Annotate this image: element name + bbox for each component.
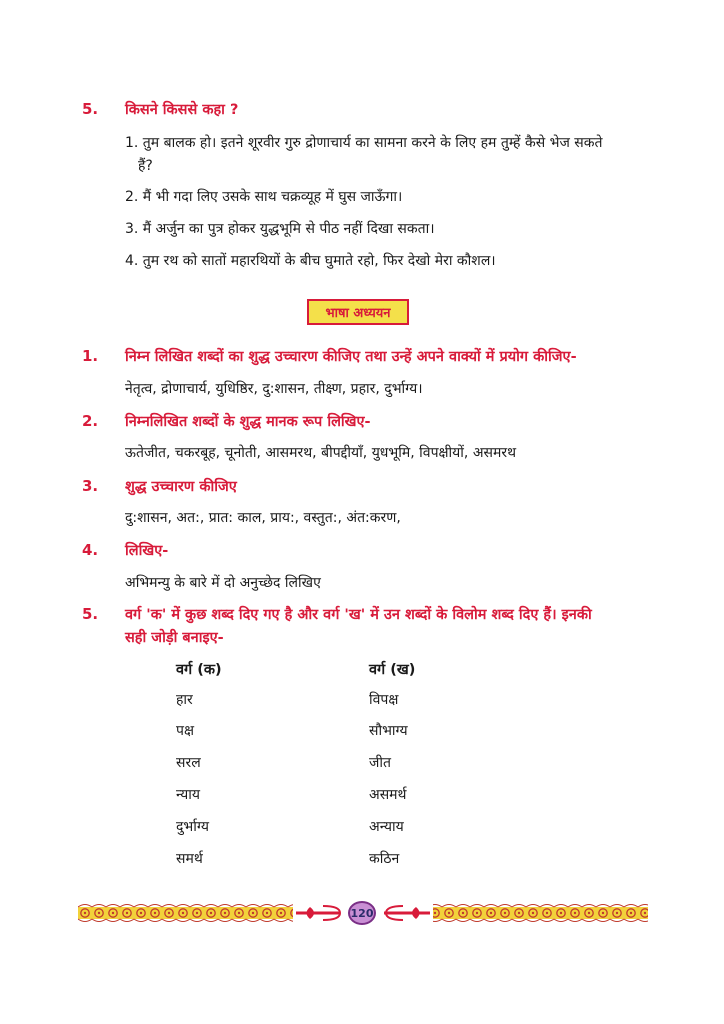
- page-number: 120: [348, 901, 376, 925]
- question-heading-continuation: सही जोड़ी बनाइए-: [125, 630, 224, 646]
- column-a-cell: हार: [176, 692, 193, 708]
- question-heading: लिखिए-: [125, 543, 169, 559]
- section-number: 5.: [82, 100, 99, 118]
- column-b-cell: विपक्ष: [369, 692, 399, 708]
- question-heading: निम्नलिखित शब्दों के शुद्ध मानक रूप लिखिए-: [125, 414, 371, 430]
- question-number: 4.: [82, 541, 99, 559]
- column-b-cell: कठिन: [369, 851, 400, 867]
- question-heading: शुद्ध उच्चारण कीजिए: [125, 479, 237, 495]
- list-item: 4. तुम रथ को सातों महारथियों के बीच घुमाते रहो, फिर देखो मेरा कौशल।: [125, 253, 496, 269]
- column-a-cell: समर्थ: [176, 851, 203, 867]
- question-number: 5.: [82, 605, 99, 623]
- column-b-cell: अन्याय: [369, 819, 404, 835]
- question-body: दु:शासन, अत:, प्रात: काल, प्राय:, वस्तुत:, अंत:करण,: [125, 510, 401, 526]
- question-number: 1.: [82, 347, 99, 365]
- question-body: ऊतेजीत, चकरबूह, चूनोती, आसमरथ, बीपद्दीयाँ, युधभूमि, विपक्षीयों, असमरथ: [125, 445, 517, 461]
- section-heading: किसने किससे कहा ?: [125, 102, 239, 118]
- column-b-cell: असमर्थ: [369, 787, 407, 803]
- column-a-cell: सरल: [176, 755, 201, 771]
- question-number: 2.: [82, 412, 99, 430]
- column-b-cell: जीत: [369, 755, 391, 771]
- question-body: नेतृत्व, द्रोणाचार्य, युधिष्ठिर, दु:शासन, तीक्ष्ण, प्रहार, दुर्भाग्य।: [125, 381, 423, 397]
- column-a-cell: दुर्भाग्य: [176, 819, 209, 835]
- column-a-cell: न्याय: [176, 787, 200, 803]
- list-item: 1. तुम बालक हो। इतने शूरवीर गुरु द्रोणाचार्य का सामना करने के लिए हम तुम्हें कैसे भेज सकते: [125, 135, 603, 151]
- list-item: 3. मैं अर्जुन का पुत्र होकर युद्धभूमि से पीठ नहीं दिखा सकता।: [125, 221, 435, 237]
- question-heading: वर्ग 'क' में कुछ शब्द दिए गए है और वर्ग 'ख' में उन शब्दों के विलोम शब्द दिए हैं। इनकी: [125, 607, 592, 623]
- column-b-header: वर्ग (ख): [369, 662, 416, 678]
- column-a-cell: पक्ष: [176, 723, 194, 739]
- column-b-cell: सौभाग्य: [369, 723, 408, 739]
- column-a-header: वर्ग (क): [176, 662, 222, 678]
- question-body: अभिमन्यु के बारे में दो अनुच्छेद लिखिए: [125, 575, 321, 591]
- list-item-continuation: हैं?: [138, 158, 153, 174]
- section-badge: भाषा अध्ययन: [307, 299, 409, 325]
- question-heading: निम्न लिखित शब्दों का शुद्ध उच्चारण कीजिए तथा उन्हें अपने वाक्यों में प्रयोग कीजिए-: [125, 349, 577, 365]
- question-number: 3.: [82, 477, 99, 495]
- list-item: 2. मैं भी गदा लिए उसके साथ चक्रव्यूह में घुस जाऊँगा।: [125, 189, 403, 205]
- scroll-ornament-left-icon: [296, 906, 340, 920]
- scroll-ornament-right-icon: [384, 906, 430, 920]
